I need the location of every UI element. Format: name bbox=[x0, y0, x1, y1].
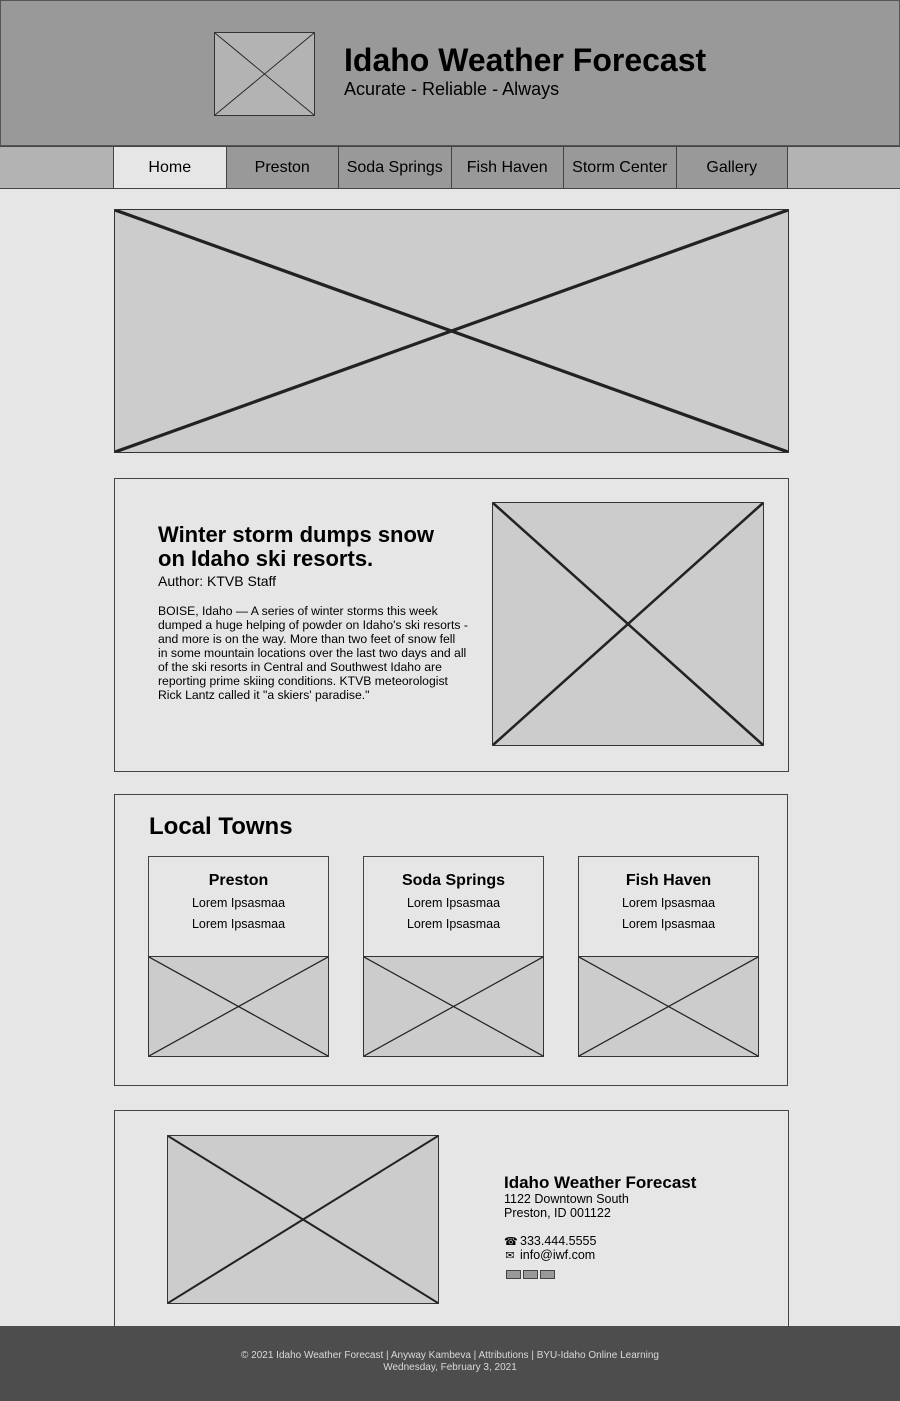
town-detail: Lorem Ipsasmaa bbox=[621, 896, 716, 910]
towns-heading: Local Towns bbox=[149, 813, 293, 840]
map-image-placeholder bbox=[167, 1135, 439, 1304]
site-footer bbox=[0, 1326, 900, 1401]
social-link-icon[interactable] bbox=[523, 1270, 538, 1279]
social-links bbox=[506, 1270, 555, 1279]
town-image-placeholder bbox=[148, 956, 329, 1057]
nav-item-gallery[interactable]: Gallery bbox=[676, 147, 789, 188]
contact-phone[interactable] bbox=[504, 1234, 596, 1248]
town-card-preston[interactable] bbox=[148, 856, 329, 1056]
contact-email[interactable] bbox=[504, 1248, 595, 1262]
nav-item-fish-haven[interactable]: Fish Haven bbox=[451, 147, 564, 188]
footer-copyright: © 2021 Idaho Weather Forecast | Anyway Kambeva | Attributions | BYU-Idaho Online Learning bbox=[241, 1350, 659, 1361]
contact-name: Idaho Weather Forecast bbox=[504, 1173, 697, 1192]
site-tagline: Acurate - Reliable - Always bbox=[344, 79, 560, 99]
site-title: Idaho Weather Forecast bbox=[344, 42, 707, 78]
logo-placeholder-image[interactable] bbox=[214, 32, 315, 116]
town-card-soda-springs[interactable] bbox=[363, 856, 544, 1056]
local-towns-section bbox=[114, 794, 788, 1086]
town-image-placeholder bbox=[578, 956, 759, 1057]
town-detail: Lorem Ipsasmaa bbox=[191, 917, 286, 931]
article-author: Author: KTVB Staff bbox=[158, 573, 277, 589]
town-detail: Lorem Ipsasmaa bbox=[406, 896, 501, 910]
contact-address-line1: 1122 Downtown South bbox=[504, 1192, 629, 1206]
town-name: Preston bbox=[208, 872, 269, 889]
town-image-placeholder bbox=[363, 956, 544, 1057]
town-card-fish-haven[interactable] bbox=[578, 856, 759, 1056]
social-link-icon[interactable] bbox=[540, 1270, 555, 1279]
nav-item-preston[interactable]: Preston bbox=[226, 147, 339, 188]
envelope-icon: ✉ bbox=[505, 1249, 515, 1262]
phone-icon: ☎ bbox=[504, 1235, 518, 1248]
contact-address-line2: Preston, ID 001122 bbox=[504, 1206, 611, 1220]
article-body: BOISE, Idaho — A series of winter storms this week dumped a huge helping of powder on Idaho's ski resorts - and more is on the way. More than two feet of snow fell in some mountain locations over the last two days and all of the ski resorts in Central and Southwest Idaho are reporting prime skiing conditions. KTVB meteorologist Rick Lantz called it "a skiers' paradise." bbox=[158, 604, 468, 702]
article-section bbox=[114, 478, 789, 772]
article-image-placeholder bbox=[492, 502, 764, 746]
site-header bbox=[0, 0, 900, 146]
email-address[interactable]: info@iwf.com bbox=[520, 1248, 596, 1262]
footer-date: Wednesday, February 3, 2021 bbox=[383, 1362, 517, 1373]
nav-item-soda-springs[interactable]: Soda Springs bbox=[338, 147, 451, 188]
main-navigation bbox=[0, 146, 900, 189]
contact-section bbox=[114, 1110, 789, 1327]
phone-number[interactable]: 333.444.5555 bbox=[520, 1234, 597, 1248]
town-name: Soda Springs bbox=[401, 872, 506, 889]
town-detail: Lorem Ipsasmaa bbox=[406, 917, 501, 931]
town-detail: Lorem Ipsasmaa bbox=[191, 896, 286, 910]
article-title: Winter storm dumps snow on Idaho ski resorts. bbox=[158, 522, 435, 571]
town-detail: Lorem Ipsasmaa bbox=[621, 917, 716, 931]
nav-item-storm-center[interactable]: Storm Center bbox=[563, 147, 676, 188]
town-name: Fish Haven bbox=[625, 872, 712, 889]
social-link-icon[interactable] bbox=[506, 1270, 521, 1279]
nav-item-home[interactable]: Home bbox=[113, 147, 226, 188]
hero-image-placeholder bbox=[114, 209, 789, 453]
